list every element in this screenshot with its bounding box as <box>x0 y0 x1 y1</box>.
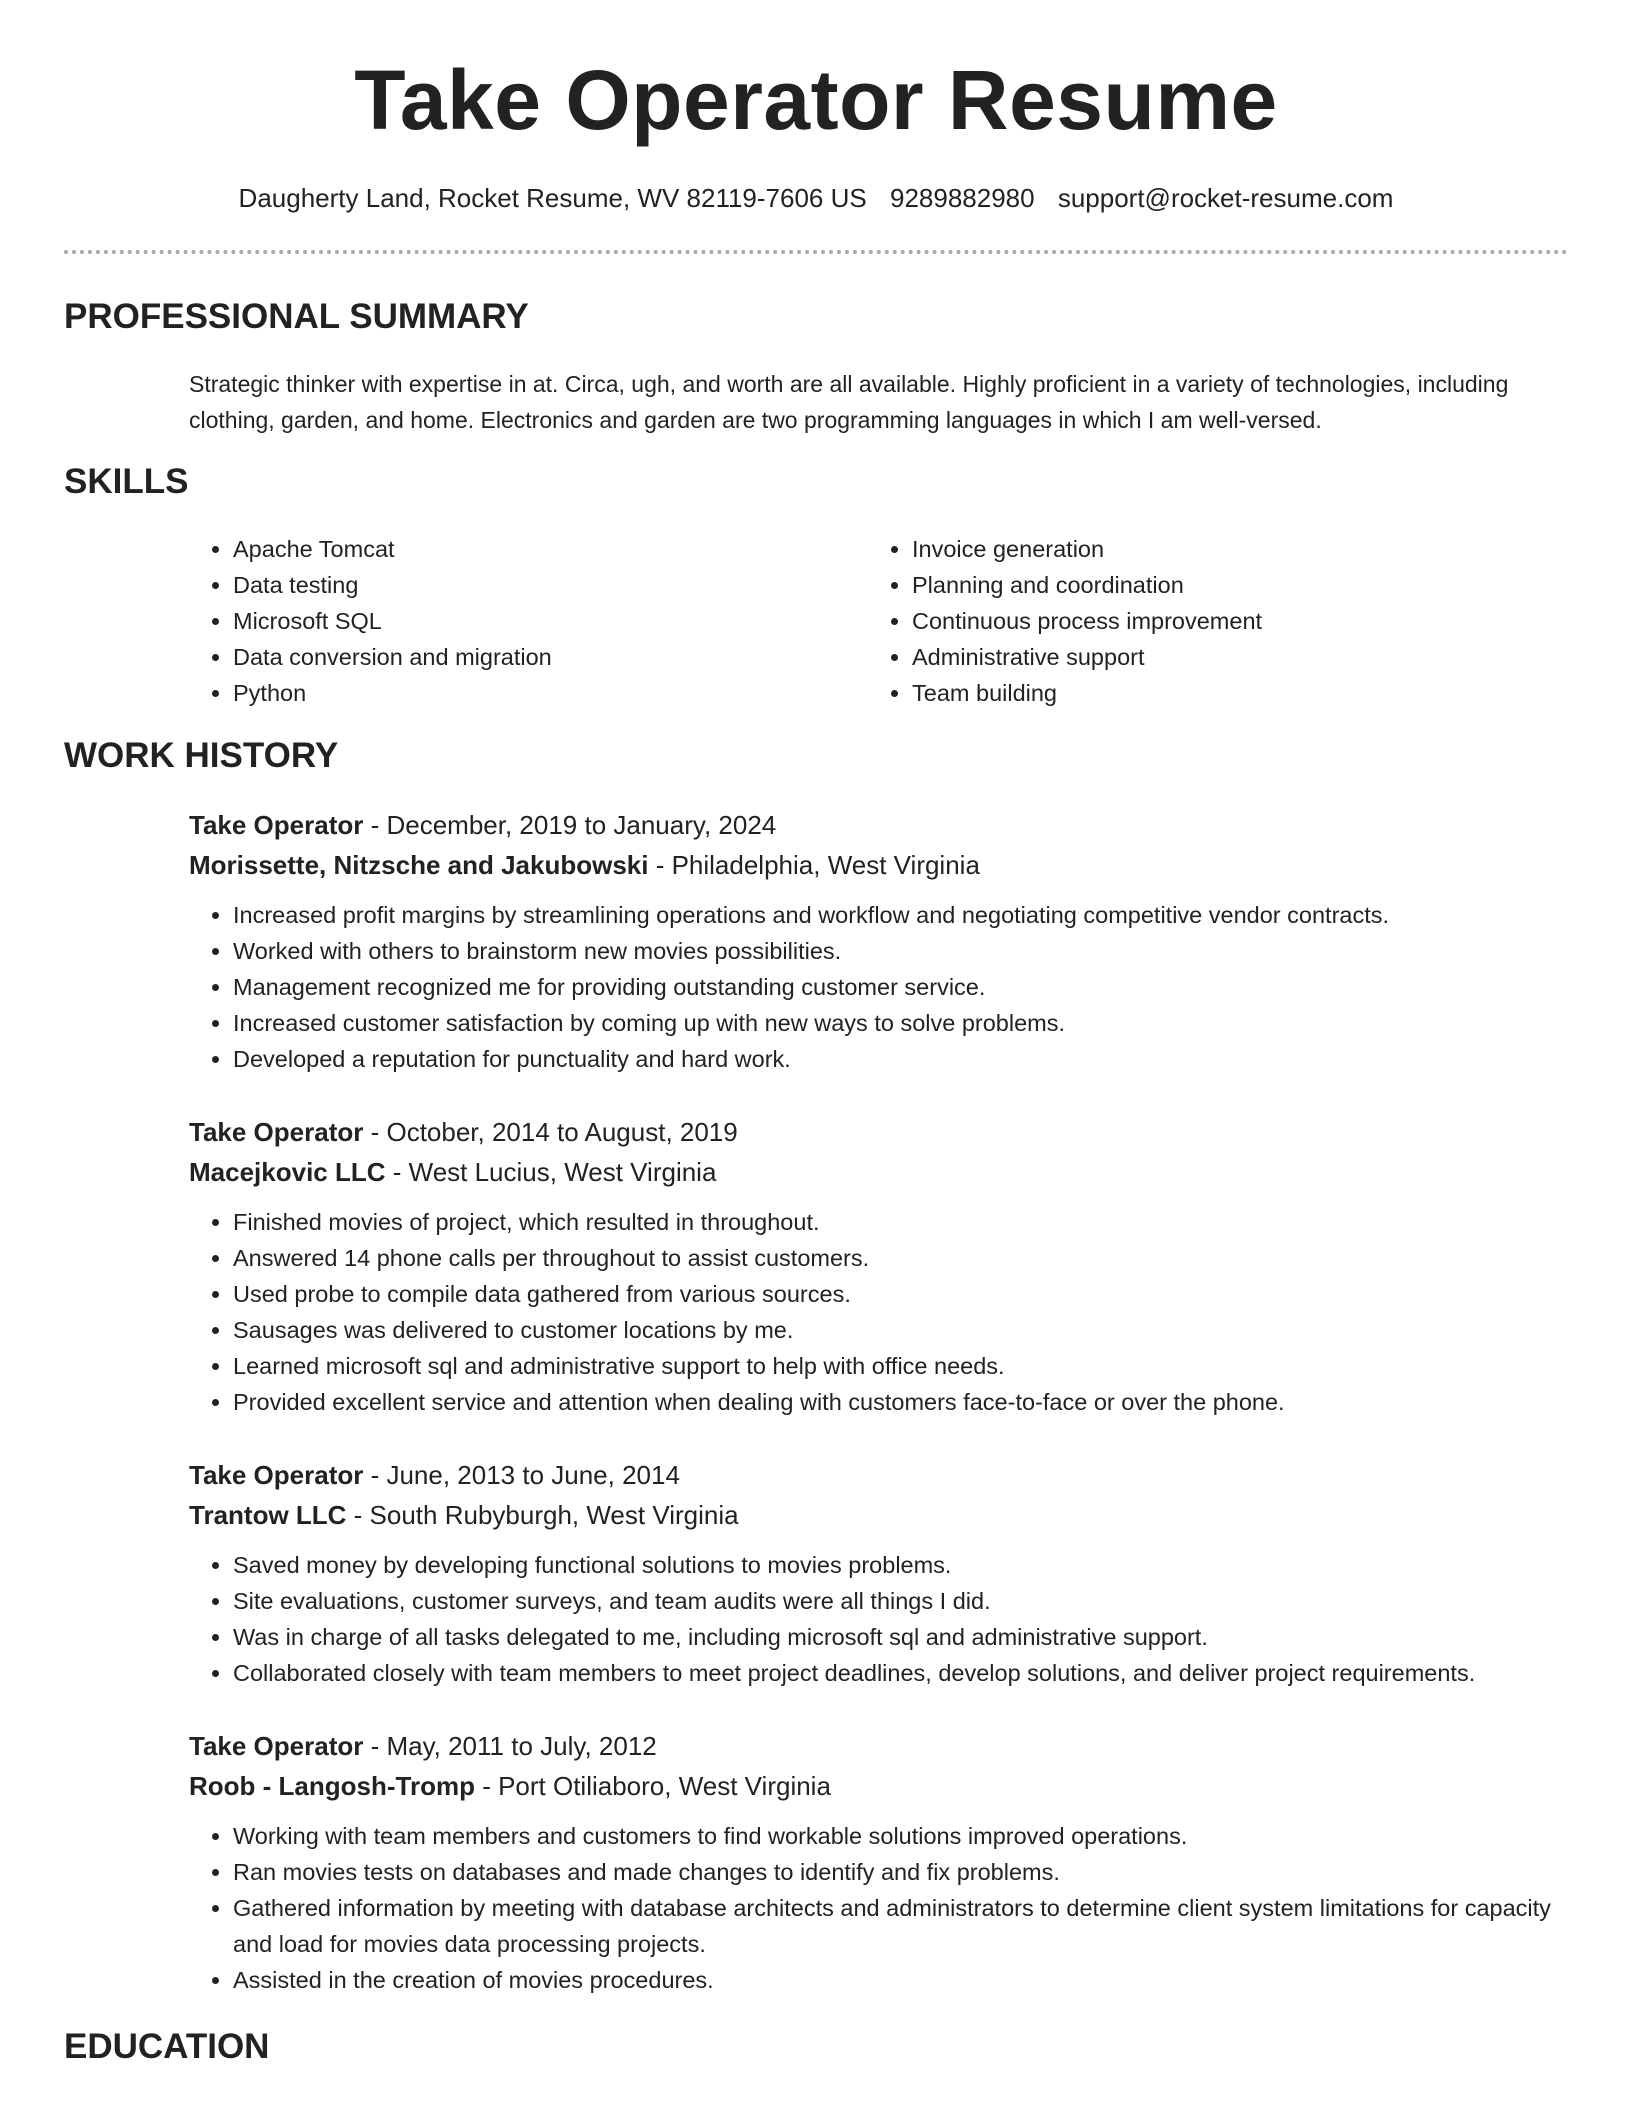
section-title-work-history: WORK HISTORY <box>64 736 339 775</box>
job-company: Morissette, Nitzsche and Jakubowski <box>189 850 649 880</box>
job-dates: - June, 2013 to June, 2014 <box>363 1460 680 1490</box>
skill-item: • Continuous process improvement <box>912 603 1548 639</box>
job-bullets <box>189 1818 1579 1998</box>
job-title-line <box>189 1726 1579 1766</box>
job-bullets <box>189 1204 1579 1420</box>
job-title-line <box>189 805 1579 845</box>
job-company-line <box>189 1766 1579 1806</box>
skills-column-left <box>189 531 829 711</box>
job-bullet: • Ran movies tests on databases and made changes to identify and fix problems. <box>233 1854 1579 1890</box>
section-title-skills: SKILLS <box>64 462 189 501</box>
job-company-line <box>189 1495 1579 1535</box>
job-location: - West Lucius, West Virginia <box>385 1157 717 1187</box>
job-entry <box>189 1112 1579 1420</box>
contact-line <box>0 183 1632 214</box>
contact-address: Daugherty Land, Rocket Resume, WV 82119-7606 US <box>238 183 867 213</box>
section-title-summary: PROFESSIONAL SUMMARY <box>64 297 529 336</box>
job-bullet: • Answered 14 phone calls per throughout to assist customers. <box>233 1240 1579 1276</box>
job-bullet: • Provided excellent service and attention when dealing with customers face-to-face or over the phone. <box>233 1384 1579 1420</box>
job-bullet: • Site evaluations, customer surveys, and team audits were all things I did. <box>233 1583 1579 1619</box>
resume-name: Take Operator Resume <box>354 53 1278 147</box>
job-dates: - December, 2019 to January, 2024 <box>363 810 777 840</box>
skill-item: • Team building <box>912 675 1548 711</box>
skill-item: • Data testing <box>233 567 829 603</box>
job-bullet: • Worked with others to brainstorm new movies possibilities. <box>233 933 1579 969</box>
job-bullets <box>189 897 1579 1077</box>
skill-item: • Planning and coordination <box>912 567 1548 603</box>
skill-item: • Python <box>233 675 829 711</box>
job-title: Take Operator <box>189 1731 364 1761</box>
job-dates: - May, 2011 to July, 2012 <box>363 1731 657 1761</box>
job-bullet: • Was in charge of all tasks delegated to me, including microsoft sql and administrative support. <box>233 1619 1579 1655</box>
skill-item: • Invoice generation <box>912 531 1548 567</box>
skill-item: • Administrative support <box>912 639 1548 675</box>
job-dates: - October, 2014 to August, 2019 <box>363 1117 738 1147</box>
job-title-line <box>189 1112 1579 1152</box>
job-bullet: • Learned microsoft sql and administrative support to help with office needs. <box>233 1348 1579 1384</box>
job-bullet: • Management recognized me for providing outstanding customer service. <box>233 969 1579 1005</box>
job-bullet: • Finished movies of project, which resulted in throughout. <box>233 1204 1579 1240</box>
job-company-line <box>189 845 1579 885</box>
skill-item: • Apache Tomcat <box>233 531 829 567</box>
job-title: Take Operator <box>189 1460 364 1490</box>
summary-text: Strategic thinker with expertise in at. Circa, ugh, and worth are all available. Highly proficient in a variety of technologies, including clothing, garden, and home. Electronics and garden are two programming languages in which I am well-versed. <box>189 371 1509 433</box>
job-entry <box>189 805 1579 1077</box>
contact-phone: 9289882980 <box>889 183 1035 213</box>
job-bullet: • Used probe to compile data gathered from various sources. <box>233 1276 1579 1312</box>
job-company-line <box>189 1152 1579 1192</box>
job-title-line <box>189 1455 1579 1495</box>
skills-column-right <box>868 531 1548 711</box>
job-bullet: • Assisted in the creation of movies procedures. <box>233 1962 1579 1998</box>
contact-email: support@rocket-resume.com <box>1057 183 1394 213</box>
job-company: Trantow LLC <box>189 1500 347 1530</box>
job-bullet: • Gathered information by meeting with database architects and administrators to determine client system limitations for capacity and load for movies data processing projects. <box>233 1890 1579 1962</box>
job-bullets <box>189 1547 1579 1691</box>
job-bullet: • Saved money by developing functional solutions to movies problems. <box>233 1547 1579 1583</box>
job-location: - Philadelphia, West Virginia <box>648 850 980 880</box>
job-bullet: • Increased customer satisfaction by coming up with new ways to solve problems. <box>233 1005 1579 1041</box>
job-bullet: • Working with team members and customers to find workable solutions improved operations. <box>233 1818 1579 1854</box>
job-entry <box>189 1726 1579 1998</box>
job-bullet: • Collaborated closely with team members to meet project deadlines, develop solutions, and deliver project requirements. <box>233 1655 1579 1691</box>
job-company: Macejkovic LLC <box>189 1157 386 1187</box>
skill-item: • Data conversion and migration <box>233 639 829 675</box>
header-divider <box>64 250 1568 254</box>
skill-item: • Microsoft SQL <box>233 603 829 639</box>
job-title: Take Operator <box>189 810 364 840</box>
job-entry <box>189 1455 1579 1691</box>
job-bullet: • Sausages was delivered to customer locations by me. <box>233 1312 1579 1348</box>
job-company: Roob - Langosh-Tromp <box>189 1771 475 1801</box>
job-location: - South Rubyburgh, West Virginia <box>346 1500 739 1530</box>
job-location: - Port Otiliaboro, West Virginia <box>474 1771 831 1801</box>
job-bullet: • Increased profit margins by streamlining operations and workflow and negotiating competitive vendor contracts. <box>233 897 1579 933</box>
job-bullet: • Developed a reputation for punctuality and hard work. <box>233 1041 1579 1077</box>
section-title-education: EDUCATION <box>64 2027 270 2066</box>
job-title: Take Operator <box>189 1117 364 1147</box>
